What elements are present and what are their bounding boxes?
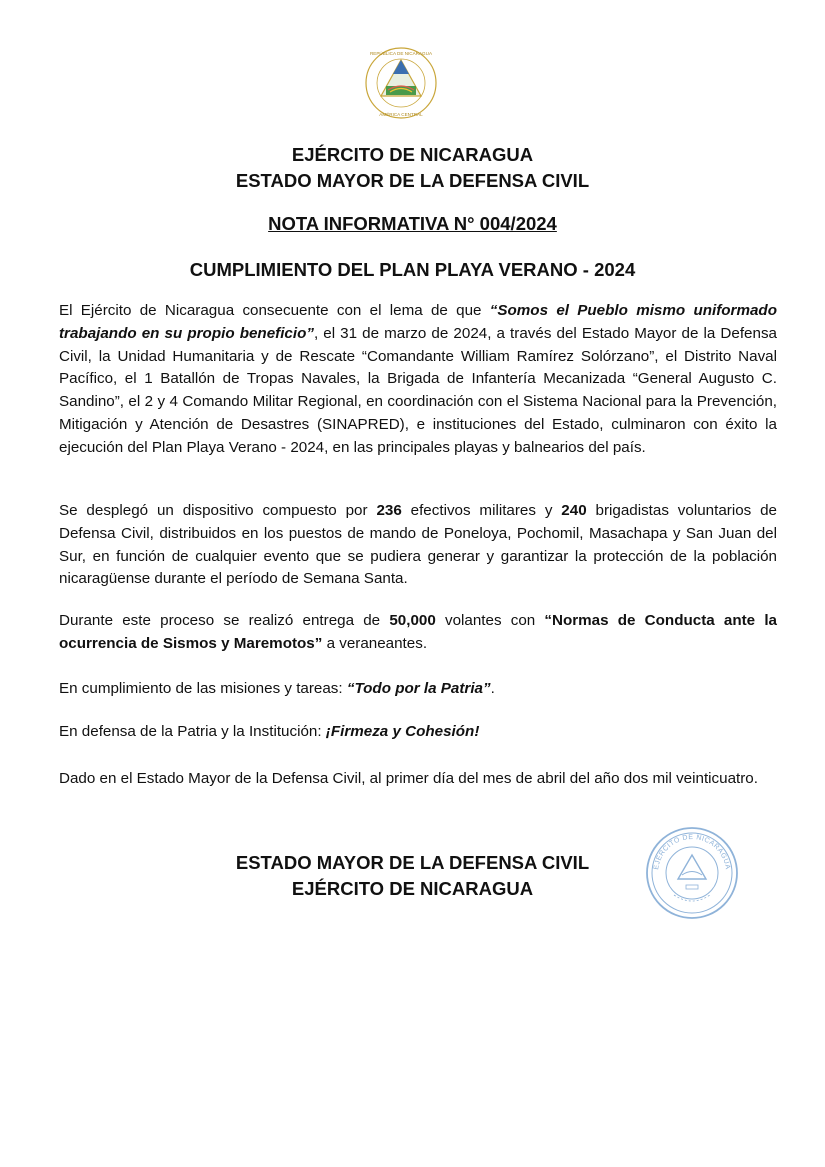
official-stamp [644, 825, 740, 921]
paragraph-deployment [59, 500, 777, 591]
svg-text:AMÉRICA CENTRAL: AMÉRICA CENTRAL [379, 112, 423, 117]
nota-number: NOTA INFORMATIVA N° 004/2024 [268, 213, 557, 234]
p3-norms-title: “Normas de Conducta ante la ocurrencia de Sismos y Maremotos” [59, 612, 777, 652]
p3-text-a: Durante este proceso se realizó entrega de [59, 612, 390, 629]
p2-text-c: efectivos militares y [401, 502, 562, 519]
svg-text:EJÉRCITO DE NICARAGUA: EJÉRCITO DE NICARAGUA [653, 833, 731, 871]
header-org-line1: EJÉRCITO DE NICARAGUA [291, 144, 534, 165]
p2-text-a: Se desplegó un dispositivo compuesto por [59, 502, 377, 519]
p2-military-count: 236 [376, 502, 402, 519]
p4-text-a: En cumplimiento de las misiones y tareas: [59, 680, 347, 697]
paragraph-flyers [59, 610, 777, 656]
svg-text:REPÚBLICA DE NICARAGUA: REPÚBLICA DE NICARAGUA [369, 51, 433, 56]
p1-text-c: , el 31 de marzo de 2024, a través del Estado Mayor de la Defensa Civil, la Unidad Humanitaria y de Rescate “Comandante William Ramírez Solórzano”, el Distrito Naval Pacífico, el 1 Batallón de Tropas Navales, la Brigada de Infantería Mecanizada “General Augusto C. Sandino”, el 2 y 4 Comando Militar Regional, en coordinación con el Sistema Nacional para la Prevención, Mitigación y Atención de Desastres (SINAPRED), e instituciones del Estado, culminaron con éxito la ejecución del Plan Playa Verano - 2024, en las principales playas y balnearios del país. [59, 324, 777, 456]
p6-text: Dado en el Estado Mayor de la Defensa Civil, al primer día del mes de abril del año dos mil veinticuatro. [59, 770, 758, 787]
p3-text-c: volantes con [435, 612, 545, 629]
p2-volunteer-count: 240 [561, 502, 587, 519]
document-title: CUMPLIMIENTO DEL PLAN PLAYA VERANO - 2024 [189, 259, 636, 280]
coat-of-arms-seal [364, 46, 438, 120]
p1-motto: “Somos el Pueblo mismo uniformado trabajando en su propio beneficio” [59, 302, 777, 342]
p3-text-e: a veraneantes. [322, 634, 428, 652]
signature-line2: EJÉRCITO DE NICARAGUA [291, 878, 534, 899]
header-org-line2: ESTADO MAYOR DE LA DEFENSA CIVIL [235, 170, 590, 191]
p1-text-a: El Ejército de Nicaragua consecuente con el lema de que [59, 302, 490, 319]
paragraph-mission [59, 678, 777, 701]
p3-flyer-count: 50,000 [389, 612, 436, 629]
paragraph-dated [59, 768, 777, 791]
p2-text-e: brigadistas voluntarios de Defensa Civil, distribuidos en los puestos de mando de Poneloya, Pochomil, Masachapa y San Juan del Sur, en función de cualquier evento que se pudiera generar y garantizar la protección de la población nicaragüense durante el período de Semana Santa. [59, 502, 778, 588]
p5-slogan: ¡Firmeza y Cohesión! [325, 723, 480, 740]
paragraph-defense [59, 721, 777, 744]
p4-text-c: . [490, 680, 495, 697]
signature-line1: ESTADO MAYOR DE LA DEFENSA CIVIL [235, 852, 590, 873]
paragraph-intro [59, 300, 777, 460]
p4-slogan: “Todo por la Patria” [346, 680, 491, 697]
p5-text-a: En defensa de la Patria y la Institución: [59, 723, 326, 740]
